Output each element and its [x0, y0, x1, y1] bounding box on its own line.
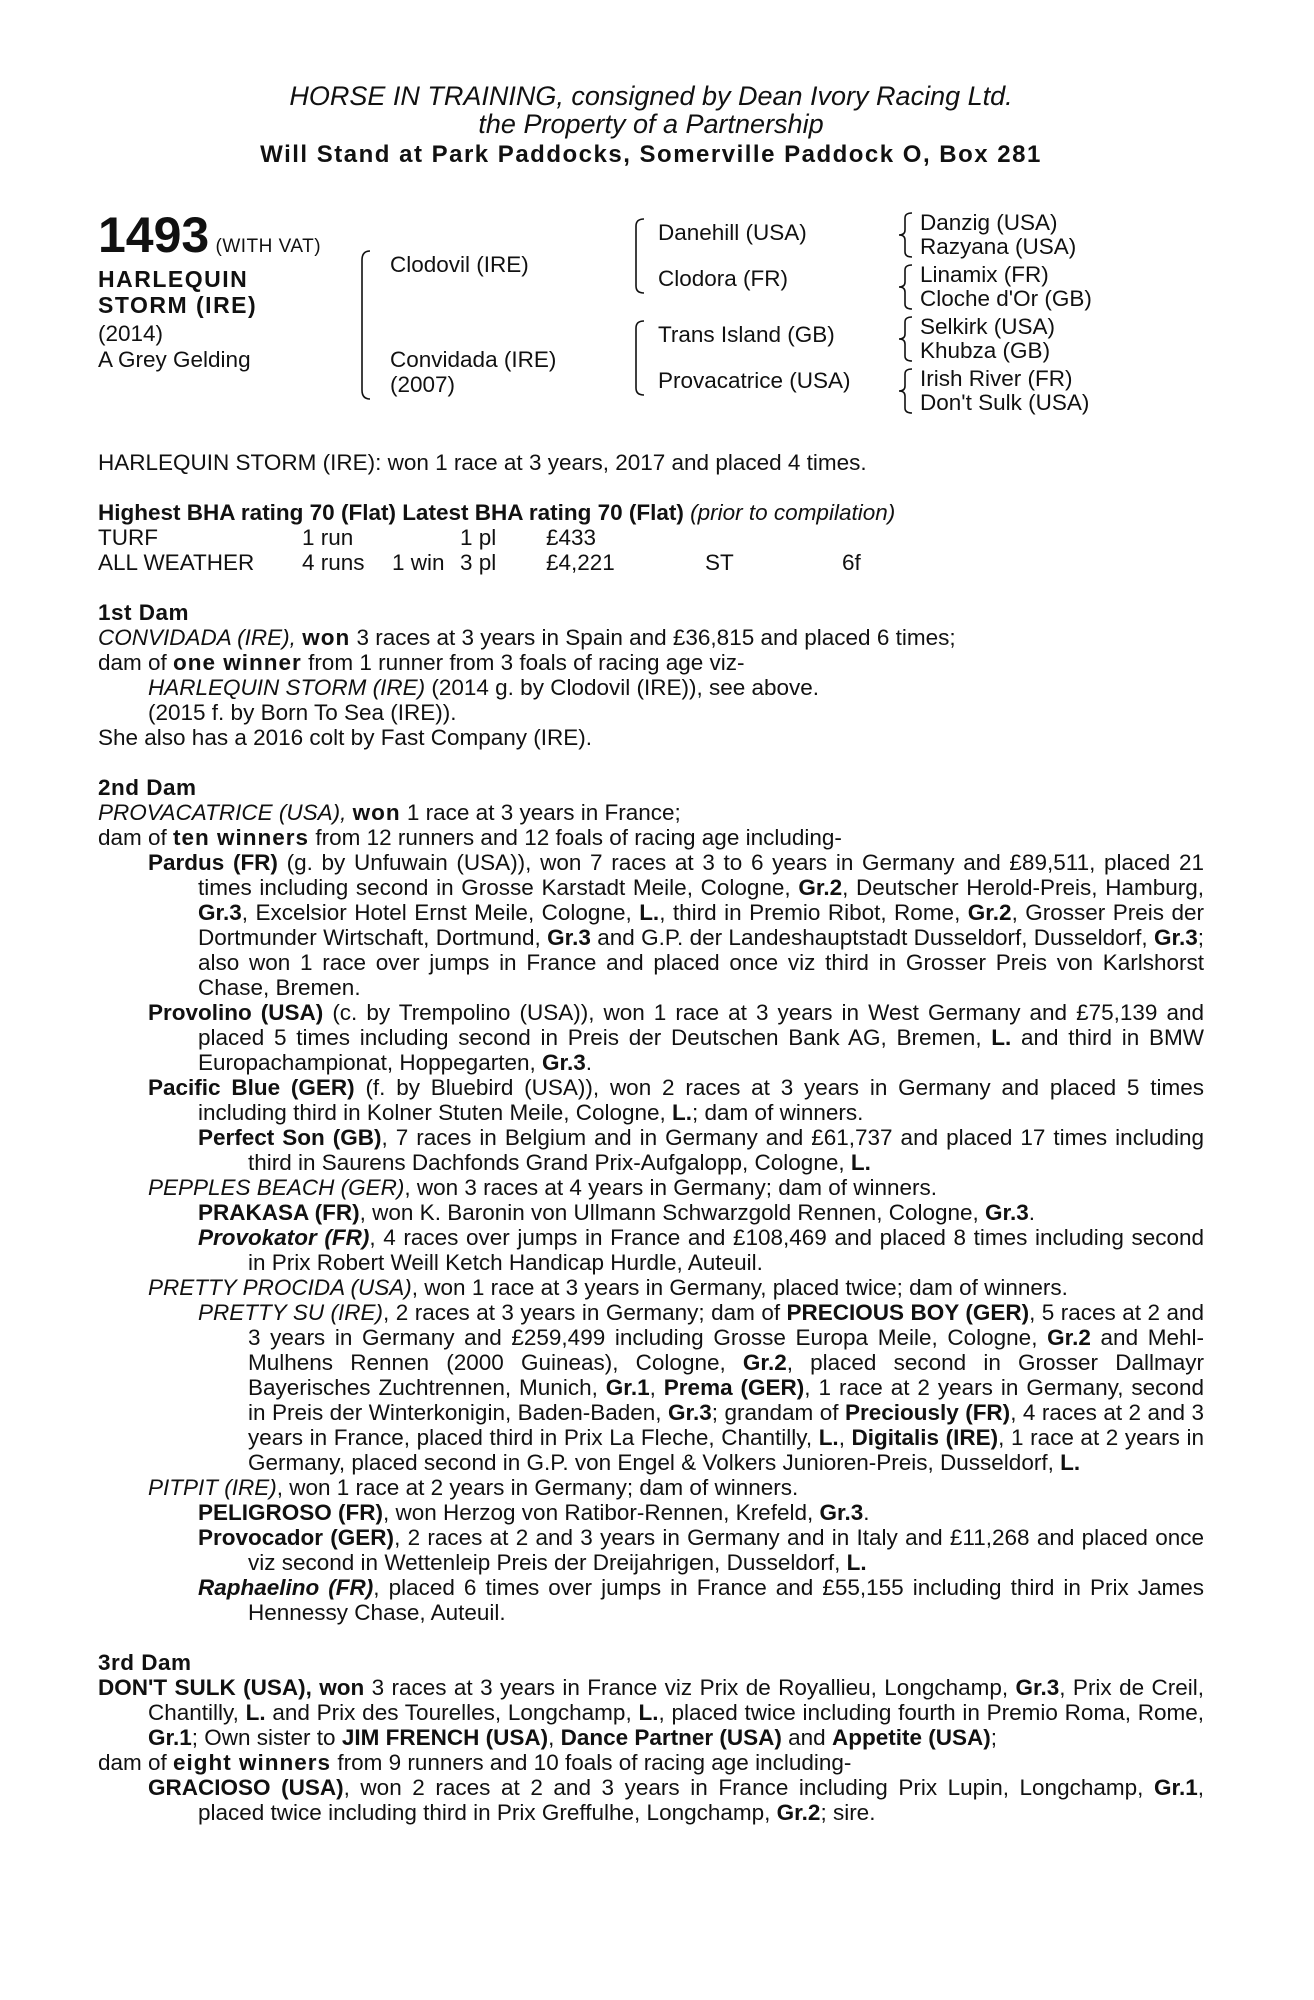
dam-year: (2007)	[390, 372, 456, 397]
sire-parents-bracket	[632, 218, 646, 294]
record-row	[98, 525, 1204, 550]
sire-dam: Clodora (FR)	[658, 266, 789, 291]
progeny-pretty-procida: PRETTY PROCIDA (USA), won 1 race at 3 years in Germany, placed twice; dam of winners.	[148, 1275, 1068, 1300]
record-runs: 1 run	[302, 525, 354, 550]
progeny-text: (2014 g. by Clodovil (IRE)), see above.	[425, 675, 820, 700]
lot-number: 1493	[98, 207, 210, 263]
dam-dam: Provacatrice (USA)	[658, 368, 851, 393]
race-record-table	[98, 525, 1204, 575]
dam-sire: Trans Island (GB)	[658, 322, 835, 347]
ggp-2: Razyana (USA)	[920, 234, 1077, 259]
first-dam-record	[98, 625, 1204, 650]
first-dam-heading: 1st Dam	[98, 600, 190, 625]
rating-note: (prior to compilation)	[690, 500, 896, 525]
second-dam-section	[98, 775, 1204, 1625]
won-label: won	[352, 800, 401, 825]
dam-of-text: dam of	[98, 650, 174, 675]
record-surface: TURF	[98, 525, 158, 550]
progeny-prakasa: PRAKASA (FR), won K. Baronin von Ullmann Schwarzgold Rennen, Cologne, Gr.3.	[198, 1200, 1036, 1225]
dam: Convidada (IRE)	[390, 347, 557, 372]
horse-description: A Grey Gelding	[98, 347, 251, 372]
record-placed: 3 pl	[460, 550, 497, 575]
record-row	[98, 550, 1204, 575]
winner-count: one winner	[173, 650, 302, 675]
dam-of-rest: from 9 runners and 10 foals of racing age including-	[331, 1750, 852, 1775]
first-dam-produce	[98, 650, 1204, 675]
progeny-pitpit: PITPIT (IRE), won 1 race at 2 years in Germany; dam of winners.	[148, 1475, 799, 1500]
progeny-entry: (2015 f. by Born To Sea (IRE)).	[148, 700, 457, 725]
consignor-line: HORSE IN TRAINING, consigned by Dean Ivory Racing Ltd.	[289, 81, 1013, 111]
second-dam-name: PROVACATRICE (USA),	[98, 800, 347, 825]
sire-sire: Danehill (USA)	[658, 220, 807, 245]
ggp-6: Khubza (GB)	[920, 338, 1051, 363]
ggp-4: Cloche d'Or (GB)	[920, 286, 1092, 311]
third-dam-produce	[98, 1750, 1204, 1775]
ggp-8: Don't Sulk (USA)	[920, 390, 1090, 415]
won-label: won	[302, 625, 351, 650]
first-dam-note: She also has a 2016 colt by Fast Company (IRE).	[98, 725, 592, 750]
property-line: the Property of a Partnership	[478, 109, 824, 139]
third-dam-heading: 3rd Dam	[98, 1650, 192, 1675]
second-dam-record	[98, 800, 1204, 825]
ggp-3: Linamix (FR)	[920, 262, 1049, 287]
bha-rating-text: Highest BHA rating 70 (Flat) Latest BHA rating 70 (Flat)	[98, 500, 684, 525]
second-dam-rest: 1 race at 3 years in France;	[400, 800, 681, 825]
horse-name-2: STORM (IRE)	[98, 292, 258, 318]
record-money: £4,221	[546, 550, 615, 575]
stand-line: Will Stand at Park Paddocks, Somerville Paddock O, Box 281	[260, 141, 1042, 168]
record-distance: 6f	[842, 550, 861, 575]
third-dam-section	[98, 1650, 1204, 1825]
horse-name-1: HARLEQUIN	[98, 266, 249, 292]
bracket-g3-1	[898, 212, 914, 258]
record-wins: 1 win	[392, 550, 445, 575]
dam-of-text: dam of	[98, 1750, 174, 1775]
third-dam-record: DON'T SULK (USA), won 3 races at 3 years in France viz Prix de Royallieu, Longchamp, Gr.3, Prix de Creil, Chantilly, L. and Prix des Tourelles, Longchamp, L., placed twice including fourth in Premio Roma, Rome, Gr.1; Own sister to JIM FRENCH (USA), Dance Partner (USA) and Appetite (USA);	[98, 1675, 1204, 1750]
bracket-g3-2	[898, 264, 914, 310]
progeny-entry	[148, 675, 1204, 700]
first-dam-section	[98, 600, 1204, 750]
second-dam-heading: 2nd Dam	[98, 775, 197, 800]
lot-number-line	[98, 207, 322, 263]
vat-label: (WITH VAT)	[215, 236, 322, 257]
progeny-provokator: Provokator (FR), 4 races over jumps in France and £108,469 and placed 8 times including second in Prix Robert Weill Ketch Handicap Hurdle, Auteuil.	[198, 1225, 1205, 1275]
dam-of-rest: from 12 runners and 12 foals of racing age including-	[309, 825, 842, 850]
catalogue-page	[98, 82, 1204, 1825]
dam-parents-bracket	[632, 320, 646, 396]
bracket-g3-3	[898, 316, 914, 362]
progeny-pepples-beach: PEPPLES BEACH (GER), won 3 races at 4 years in Germany; dam of winners.	[148, 1175, 938, 1200]
race-summary: HARLEQUIN STORM (IRE): won 1 race at 3 years, 2017 and placed 4 times.	[98, 450, 867, 475]
sire-dam-bracket	[358, 250, 372, 400]
lot-header	[98, 82, 1204, 170]
ggp-7: Irish River (FR)	[920, 366, 1073, 391]
progeny-peligroso: PELIGROSO (FR), won Herzog von Ratibor-Rennen, Krefeld, Gr.3.	[198, 1500, 870, 1525]
progeny-pardus: Pardus (FR) (g. by Unfuwain (USA)), won 7 races at 3 to 6 years in Germany and £89,511, placed 21 times including second in Grosse Karstadt Meile, Cologne, Gr.2, Deutscher Herold-Preis, Hamburg, Gr.3, Excelsior Hotel Ernst Meile, Cologne, L., third in Premio Ribot, Rome, Gr.2, Grosser Preis der Dortmunder Wirtschaft, Dortmund, Gr.3 and G.P. der Landeshauptstadt Dusseldorf, Dusseldorf, Gr.3; also won 1 race over jumps in France and placed once viz third in Grosser Preis von Karlshorst Chase, Bremen.	[148, 850, 1204, 1000]
dam-of-text: dam of	[98, 825, 174, 850]
first-dam-name: CONVIDADA (IRE),	[98, 625, 296, 650]
winner-count: ten winners	[173, 825, 310, 850]
progeny-pacific-blue: Pacific Blue (GER) (f. by Bluebird (USA)), won 2 races at 3 years in Germany and placed 5 times including third in Kolner Stuten Meile, Cologne, L.; dam of winners.	[148, 1075, 1204, 1125]
progeny-raphaelino: Raphaelino (FR), placed 6 times over jumps in France and £55,155 including third in Prix James Hennessy Chase, Auteuil.	[198, 1575, 1205, 1625]
progeny-pretty-su: PRETTY SU (IRE), 2 races at 3 years in Germany; dam of PRECIOUS BOY (GER), 5 races at 2 and 3 years in Germany and £259,499 including Grosse Europa Meile, Cologne, Gr.2 and Mehl-Mulhens Rennen (2000 Guineas), Cologne, Gr.2, placed second in Grosser Dallmayr Bayerisches Zuchtrennen, Munich, Gr.1, Prema (GER), 1 race at 2 years in Germany, second in Preis der Winterkonigin, Baden-Baden, Gr.3; grandam of Preciously (FR), 4 races at 2 and 3 years in France, placed third in Prix La Fleche, Chantilly, L., Digitalis (IRE), 1 race at 2 years in Germany, placed second in G.P. von Engel & Volkers Junioren-Preis, Dusseldorf, L.	[198, 1300, 1205, 1475]
progeny-perfect-son: Perfect Son (GB), 7 races in Belgium and in Germany and £61,737 and placed 17 times including third in Saurens Dachfonds Grand Prix-Aufgalopp, Cologne, L.	[198, 1125, 1204, 1175]
progeny-provolino: Provolino (USA) (c. by Trempolino (USA)), won 1 race at 3 years in West Germany and £75,139 and placed 5 times including second in Preis der Deutschen Bank AG, Bremen, L. and third in BMW Europachampionat, Hoppegarten, Gr.3.	[148, 1000, 1204, 1075]
record-money: £433	[546, 525, 597, 550]
pedigree-block	[98, 207, 1204, 450]
horse-year: (2014)	[98, 321, 164, 346]
record-best: ST	[705, 550, 734, 575]
dam-of-rest: from 1 runner from 3 foals of racing age viz-	[301, 650, 745, 675]
ggp-5: Selkirk (USA)	[920, 314, 1056, 339]
winner-count: eight winners	[173, 1750, 332, 1775]
record-placed: 1 pl	[460, 525, 497, 550]
progeny-name: HARLEQUIN STORM (IRE)	[148, 675, 426, 700]
bracket-g3-4	[898, 368, 914, 414]
second-dam-produce	[98, 825, 1204, 850]
record-runs: 4 runs	[302, 550, 365, 575]
ggp-1: Danzig (USA)	[920, 210, 1058, 235]
progeny-gracioso: GRACIOSO (USA), won 2 races at 2 and 3 years in France including Prix Lupin, Longchamp, Gr.1, placed twice including third in Prix Greffulhe, Longchamp, Gr.2; sire.	[148, 1775, 1204, 1825]
sire: Clodovil (IRE)	[390, 252, 529, 277]
bha-rating	[98, 500, 1204, 525]
progeny-provocador: Provocador (GER), 2 races at 2 and 3 years in Germany and in Italy and £11,268 and placed once viz second in Wettenleip Preis der Dreijahrigen, Dusseldorf, L.	[198, 1525, 1204, 1575]
record-surface: ALL WEATHER	[98, 550, 255, 575]
first-dam-rest: 3 races at 3 years in Spain and £36,815 and placed 6 times;	[350, 625, 956, 650]
